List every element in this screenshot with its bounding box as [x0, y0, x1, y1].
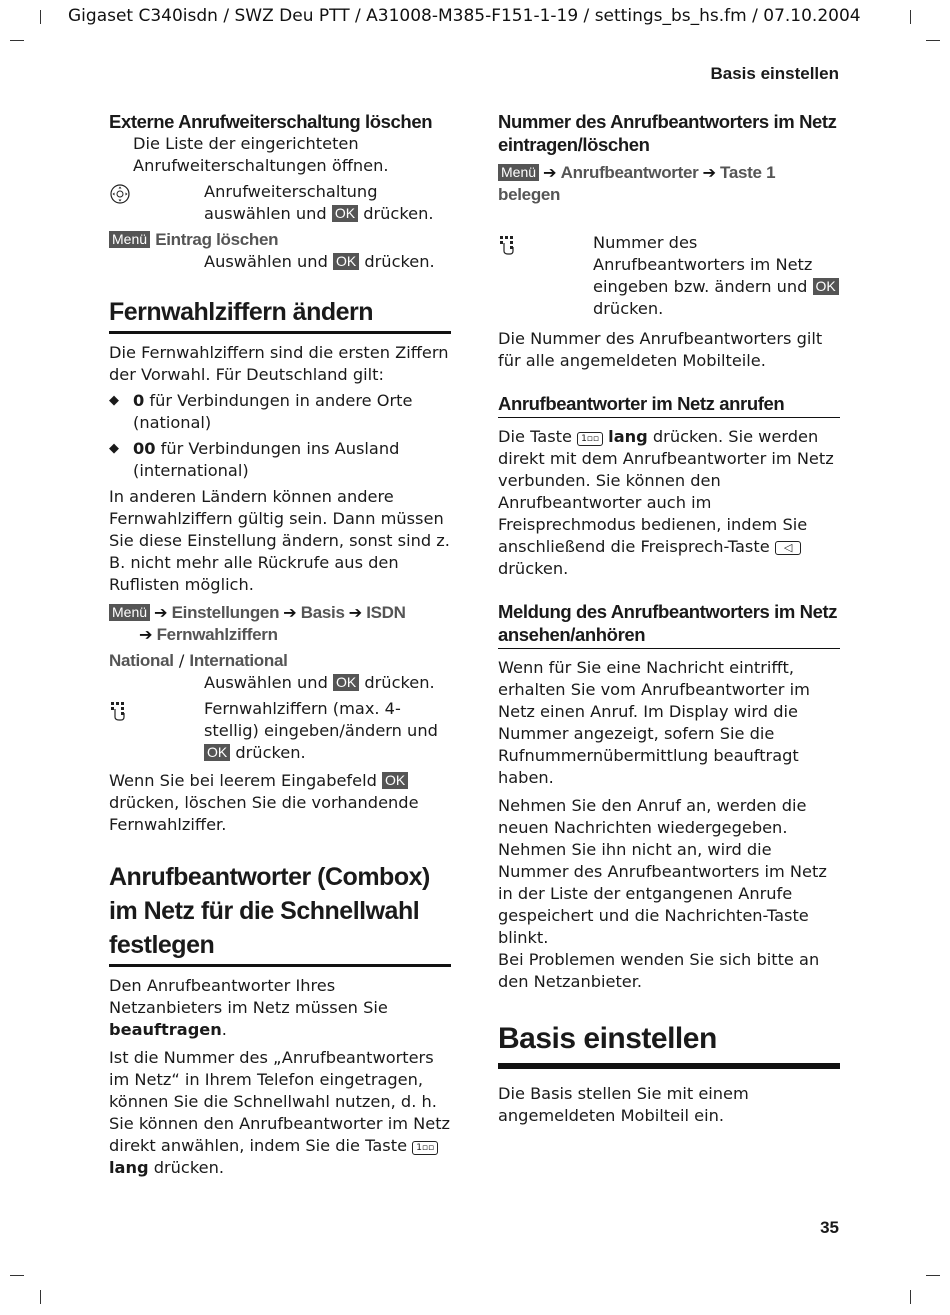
ok-key: OK: [332, 205, 358, 222]
paragraph: Wenn Sie bei leerem Eingabefeld OK drücken, löschen Sie die vorhandende Fernwahlziffer.: [109, 771, 419, 834]
menu-option: National / International: [109, 651, 288, 670]
ok-key: OK: [382, 772, 408, 789]
section-title-number: Nummer des Anrufbeantworters im Netz eintragen/löschen: [498, 111, 837, 155]
paragraph: Die Liste der eingerichteten Anrufweiterschaltungen öffnen.: [133, 134, 389, 175]
crop-mark: [910, 1290, 911, 1304]
crop-mark: [40, 10, 41, 24]
key-1-icon: 1▫▫: [577, 432, 603, 446]
text: Auswählen und: [204, 252, 333, 271]
keypad-icon: [498, 232, 593, 320]
instruction-step: Fernwahlziffern (max. 4-stellig) eingeben/ändern und OK drücken.: [109, 698, 451, 764]
left-column: Externe Anrufweiterschaltung löschen Die Liste der eingerichteten Anrufweiterschaltungen öffnen. Anrufweiterschaltung auswählen und OK drücken. Menü Eintrag löschen Auswählen und OK drücken. Fernwahlziffern ändern Die Fernwahlziffern sind die ersten Ziffern der Vorwahl. Für Deutschland gilt: ◆ 0 für Verbindungen in andere Orte (national) ◆ 00 für Verbindungen ins Ausland (international) In anderen Ländern können andere Fernwahlziffern gültig sein. Dann müssen Sie diese Einstellung ändern, sonst sind z. B. nicht mehr alle Rückrufe aus den Ruflisten möglich. Menü ➔ Einstellungen ➔ Basis ➔ ISDN ➔ Fernwahlziffern National / International Auswählen und OK drücken. Fernwahlziffern (max. 4-stellig) eingeben/ändern und OK drücken. Wenn Sie bei leerem Eingabefeld OK drücken, löschen Sie die vorhandende Fernwahlziffer. Anrufbeantworter (Combox) im Netz für die Schnellwahl festlegen Den Anrufbeantworter Ihres Netzanbieters im Netz müssen Sie beauftragen. Ist die Nummer des „Anrufbeantworters im Netz“ in Ihrem Telefon eingetragen, können Sie die Schnellwahl nutzen, d. h. Sie können den Anrufbeantworter im Netz direkt anwählen, indem Sie die Taste 1▫▫ lang drücken.: [109, 111, 451, 1177]
list-item: ◆ 00 für Verbindungen ins Ausland (international): [109, 439, 400, 480]
section-title-message: Meldung des Anrufbeantworters im Netz ansehen/anhören: [498, 600, 840, 649]
page-number: 35: [820, 1218, 839, 1237]
ok-key: OK: [333, 253, 359, 270]
paragraph: Bei Problemen wenden Sie sich bitte an den Netzanbieter.: [498, 950, 820, 991]
crop-mark: [40, 1290, 41, 1304]
keypad-icon: [109, 698, 204, 764]
instruction-step: Nummer des Anrufbeantworters im Netz eingeben bzw. ändern und OK drücken.: [498, 232, 840, 320]
crop-mark: [10, 40, 24, 41]
paragraph: Den Anrufbeantworter Ihres Netzanbieters im Netz müssen Sie beauftragen.: [109, 976, 388, 1039]
section-title-combox: Anrufbeantworter (Combox) im Netz für die Schnellwahl festlegen: [109, 860, 451, 967]
paragraph: Ist die Nummer des „Anrufbeantworters im Netz“ in Ihrem Telefon eingetragen, können Sie die Schnellwahl nutzen, d. h. Sie können den Anrufbeantworter im Netz direkt anwählen, indem Sie die Taste 1▫▫ lang drücken.: [109, 1048, 451, 1177]
paragraph: Wenn für Sie eine Nachricht eintrifft, erhalten Sie vom Anrufbeantworter im Netz einen Anruf. Im Display wird die Nummer angezeigt, sofern Sie die Rufnummernübermittlung beauftragt haben.: [498, 658, 810, 787]
menu-item: Eintrag löschen: [155, 230, 279, 249]
section-title-external-forwarding: Externe Anrufweiterschaltung löschen: [109, 111, 433, 132]
paragraph: Die Nummer des Anrufbeantworters gilt für alle angemeldeten Mobilteile.: [498, 329, 823, 370]
running-title: Basis einstellen: [710, 64, 839, 83]
file-header: Gigaset C340isdn / SWZ Deu PTT / A31008-M385-F151-1-19 / settings_bs_hs.fm / 07.10.2004: [68, 6, 861, 26]
ok-key: OK: [333, 674, 359, 691]
crop-mark: [926, 1275, 940, 1276]
paragraph: Nehmen Sie den Anruf an, werden die neuen Nachrichten wiedergegeben. Nehmen Sie ihn nicht an, wird die Nummer des Anrufbeantworters im Netz in der Liste der entgangenen Anrufe gespeichert und die Nachrichten-Taste blinkt.: [498, 796, 827, 947]
ok-key: OK: [813, 278, 839, 295]
menu-path: Menü ➔ Anrufbeantworter ➔ Taste 1 belegen: [498, 163, 776, 204]
crop-mark: [926, 40, 940, 41]
list-item: ◆ 0 für Verbindungen in andere Orte (national): [109, 391, 413, 432]
key-1-icon: 1▫▫: [412, 1141, 438, 1155]
right-column: [498, 110, 840, 1127]
section-title-basis: Basis einstellen: [498, 1019, 840, 1069]
ok-key: OK: [204, 744, 230, 761]
text: Anrufweiterschaltung auswählen und: [204, 182, 378, 223]
section-title-fernwahlziffern: Fernwahlziffern ändern: [109, 295, 451, 334]
paragraph: Die Taste 1▫▫ lang drücken. Sie werden direkt mit dem Anrufbeantworter im Netz verbunden. Sie können den Anrufbeantworter auch im Freisprechmodus bedienen, indem Sie anschließend die Freisprech-Taste ◁ drücken.: [498, 427, 834, 578]
section-title-call: Anrufbeantworter im Netz anrufen: [498, 392, 840, 418]
control-key-icon: [109, 181, 204, 225]
paragraph: In anderen Ländern können andere Fernwahlziffern gültig sein. Dann müssen Sie diese Einstellung ändern, sonst sind z. B. nicht mehr alle Rückrufe aus den Ruflisten möglich.: [109, 487, 450, 594]
text: drücken.: [358, 204, 434, 223]
paragraph: Die Basis stellen Sie mit einem angemeldeten Mobilteil ein.: [498, 1084, 749, 1125]
text: drücken.: [359, 252, 435, 271]
instruction-step: [109, 181, 451, 225]
handsfree-key-icon: ◁: [775, 541, 801, 555]
menu-key: Menü: [109, 231, 150, 248]
crop-mark: [910, 10, 911, 24]
paragraph: Die Fernwahlziffern sind die ersten Ziffern der Vorwahl. Für Deutschland gilt:: [109, 343, 449, 384]
menu-path: Menü ➔ Einstellungen ➔ Basis ➔ ISDN ➔ Fernwahlziffern: [109, 602, 451, 646]
crop-mark: [10, 1275, 24, 1276]
